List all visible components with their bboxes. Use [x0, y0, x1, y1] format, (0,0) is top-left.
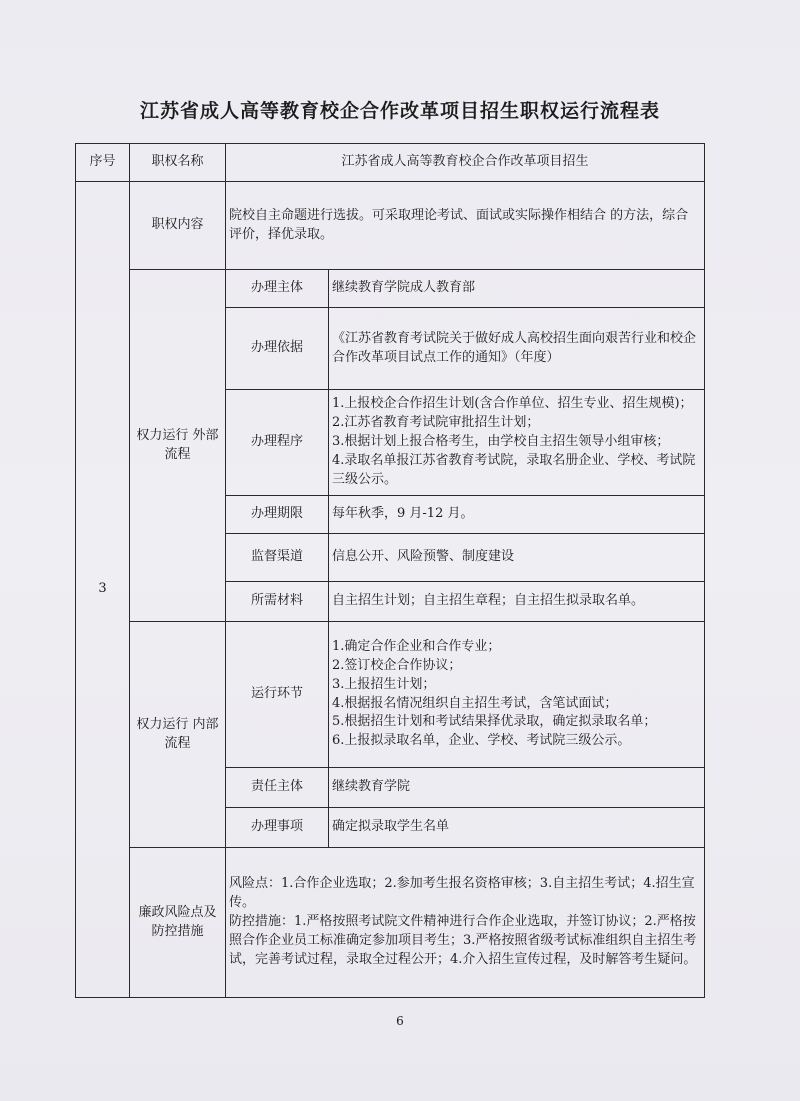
operation-step: 1.确定合作企业和合作专业；: [332, 638, 501, 654]
external-item-label: 办理主体: [226, 270, 329, 308]
external-item-value: 《江苏省教育考试院关于做好成人高校招生面向艰苦行业和校企合作改革项目试点工作的通知》（年度）: [329, 308, 705, 390]
external-item-label: 办理依据: [226, 308, 329, 390]
risk-value: [226, 848, 705, 998]
procedure-step: 2.江苏省教育考试院审批招生计划；: [332, 415, 540, 431]
risk-row: [76, 848, 705, 998]
procedure-step: 4.录取名单报江苏省教育考试院，录取名册企业、学校、考试院三级公示。: [332, 452, 696, 487]
external-item-label: 所需材料: [226, 582, 329, 622]
external-item-value: 信息公开、风险预警、制度建设: [329, 534, 705, 582]
procedure-step: 1.上报校企合作招生计划(含合作单位、招生专业、招生规模)；: [332, 396, 693, 412]
operation-step: 2.签订校企合作协议；: [332, 657, 462, 673]
header-name: 职权名称: [130, 144, 226, 182]
internal-item-label: 运行环节: [226, 622, 329, 768]
operation-step: 3.上报招生计划；: [332, 676, 436, 692]
external-item-label: 办理期限: [226, 496, 329, 534]
internal-row-1: [76, 622, 705, 768]
external-row-1: [76, 270, 705, 308]
header-no: 序号: [76, 144, 130, 182]
external-item-value: 继续教育学院成人教育部: [329, 270, 705, 308]
operation-step: 6.上报拟录取名单，企业、学校、考试院三级公示。: [332, 733, 631, 749]
external-item-value: [329, 390, 705, 496]
operation-step: 4.根据报名情况组织自主招生考试，含笔试面试；: [332, 695, 618, 711]
internal-item-label: 办理事项: [226, 808, 329, 848]
document-title: 江苏省成人高等教育校企合作改革项目招生职权运行流程表: [139, 100, 660, 122]
power-flow-table: [75, 143, 705, 998]
external-item-value: 自主招生计划；自主招生章程；自主招生拟录取名单。: [329, 582, 705, 622]
control-measures: 防控措施：1.严格按照考试院文件精神进行合作企业选取，并签订协议；2.严格按照合作企业员工标准确定参加项目考生；3.严格按照省级考试标准组织自主招生考试，完善考试过程，录取全过程公开；4.介入招生宣传过程，及时解答考生疑问。: [229, 914, 697, 967]
external-item-label: 办理程序: [226, 390, 329, 496]
procedure-step: 3.根据计划上报合格考生，由学校自主招生领导小组审核；: [332, 434, 670, 450]
internal-label: 权力运行 内部流程: [130, 622, 226, 848]
table-header-row: [76, 144, 705, 182]
internal-item-label: 责任主体: [226, 768, 329, 808]
header-value: 江苏省成人高等教育校企合作改革项目招生: [226, 144, 705, 182]
internal-item-value: 确定拟录取学生名单: [329, 808, 705, 848]
risk-points: 风险点：1.合作企业选取；2.参加考生报名资格审核；3.自主招生考试；4.招生宣传。: [229, 876, 695, 911]
risk-label: 廉政风险点及防控措施: [130, 848, 226, 998]
external-item-value: 每年秋季，9 月-12 月。: [329, 496, 705, 534]
page-number: 6: [396, 1014, 404, 1028]
content-text: 院校自主命题进行选拔。可采取理论考试、面试或实际操作相结合 的方法，综合评价，择优录取。: [226, 182, 705, 270]
internal-item-value: 继续教育学院: [329, 768, 705, 808]
external-label: 权力运行 外部流程: [130, 270, 226, 622]
operation-step: 5.根据招生计划和考试结果择优录取，确定拟录取名单；: [332, 714, 657, 730]
content-label: 职权内容: [130, 182, 226, 270]
row-number: 3: [76, 182, 130, 998]
content-row: [76, 182, 705, 270]
external-item-label: 监督渠道: [226, 534, 329, 582]
internal-item-value: [329, 622, 705, 768]
